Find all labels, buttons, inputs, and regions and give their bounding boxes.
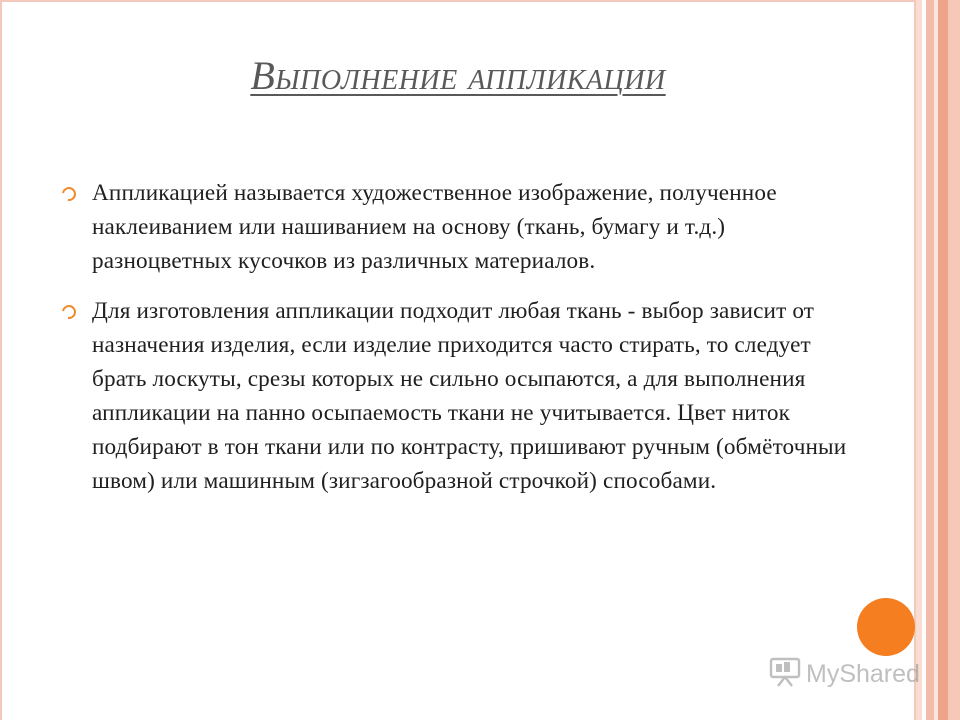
watermark-text: MyShared <box>806 659 920 688</box>
accent-circle <box>857 598 915 656</box>
stripe <box>926 0 934 720</box>
bullet-arc-icon <box>59 184 78 203</box>
bullet-item <box>62 176 852 278</box>
watermark-logo <box>768 657 920 691</box>
slide-title: Выполнение аппликации <box>250 53 666 98</box>
bullet-arc-icon <box>59 302 78 321</box>
presentation-board-icon <box>768 656 802 693</box>
bullet-item <box>62 294 852 498</box>
stripe <box>948 0 960 720</box>
bullet-list <box>62 176 852 514</box>
bullet-text: Аппликацией называется художественное изображение, полученное наклеиванием или нашиванием на основу (ткань, бумагу и т.д.) разноцветных кусочков из различных материалов. <box>92 180 777 274</box>
bullet-text: Для изготовления аппликации подходит любая ткань - выбор зависит от назначения изделия, если изделие приходится часто стирать, то следует брать лоскуты, срезы которых не сильно осыпаются, а для выполнения аппликации на панно осыпаемость ткани не учитывается. Цвет ниток подбирают в тон ткани или по контрасту, пришивают ручным (обмёточныи швом) или машинным (зигзагообразной строчкой) способами. <box>92 298 847 494</box>
stripe <box>938 0 948 720</box>
decorative-stripes <box>916 0 960 720</box>
